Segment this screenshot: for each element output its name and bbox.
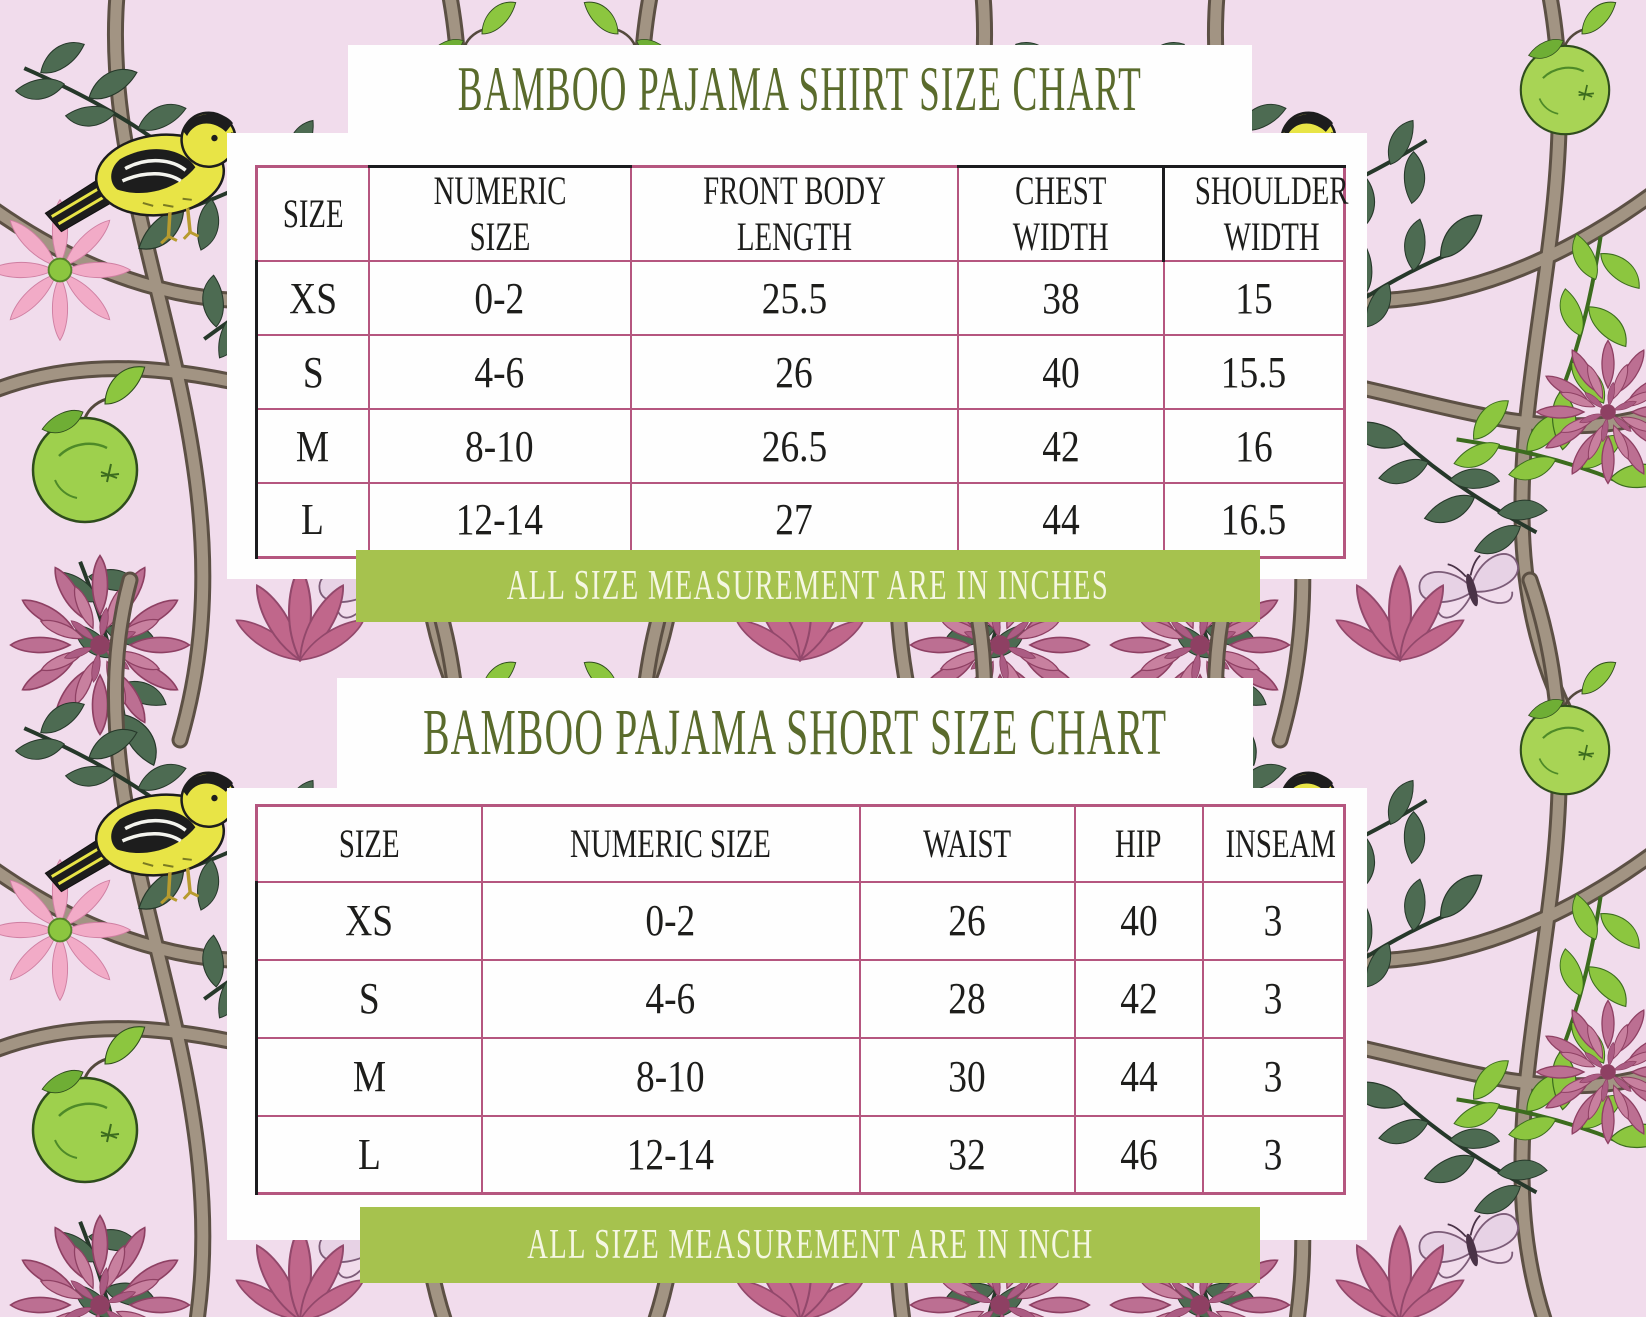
short-header-hip: HIP — [1075, 806, 1203, 882]
table-cell: 4-6 — [482, 960, 860, 1038]
shirt-units-banner — [356, 550, 1260, 622]
table-cell: 42 — [958, 409, 1164, 483]
table-cell: 26 — [860, 882, 1075, 960]
table-cell: 30 — [860, 1038, 1075, 1116]
table-cell: 16 — [1164, 409, 1345, 483]
table-cell: L — [257, 1116, 482, 1194]
shirt-units-note: ALL SIZE MEASUREMENT ARE IN INCHES — [506, 563, 1110, 609]
table-cell: M — [257, 1038, 482, 1116]
shirt-row-m — [257, 409, 1345, 483]
table-cell: 40 — [958, 335, 1164, 409]
shirt-header-front-body-length: FRONT BODY LENGTH — [631, 167, 958, 262]
table-cell: M — [257, 409, 369, 483]
table-cell: 8-10 — [482, 1038, 860, 1116]
shirt-table-header — [257, 167, 1349, 262]
table-cell: 3 — [1203, 960, 1345, 1038]
table-cell: 0-2 — [369, 261, 631, 335]
shirt-header-size: SIZE — [257, 167, 369, 262]
table-cell: 0-2 — [482, 882, 860, 960]
short-row-l — [257, 1116, 1345, 1194]
shirt-row-s — [257, 335, 1345, 409]
table-row — [257, 167, 1345, 262]
table-cell: S — [257, 960, 482, 1038]
shirt-size-table — [255, 165, 1349, 559]
table-cell: 15 — [1164, 261, 1345, 335]
short-table-header — [257, 806, 1345, 882]
short-row-s — [257, 960, 1345, 1038]
table-cell: L — [257, 483, 369, 557]
short-header-numeric-size: NUMERIC SIZE — [482, 806, 860, 882]
table-cell: 26 — [631, 335, 958, 409]
table-cell: 44 — [1075, 1038, 1203, 1116]
short-size-table — [255, 804, 1346, 1195]
table-cell: XS — [257, 882, 482, 960]
table-cell: 3 — [1203, 882, 1345, 960]
shirt-header-numeric-size: NUMERIC SIZE — [369, 167, 631, 262]
table-row — [257, 806, 1345, 882]
table-cell: 27 — [631, 483, 958, 557]
shirt-chart-title-band — [348, 45, 1252, 133]
table-cell: 40 — [1075, 882, 1203, 960]
table-cell: 12-14 — [369, 483, 631, 557]
table-cell: 16.5 — [1164, 483, 1345, 557]
shirt-row-l — [257, 483, 1345, 557]
table-cell: XS — [257, 261, 369, 335]
short-units-banner — [360, 1207, 1260, 1283]
table-cell: 4-6 — [369, 335, 631, 409]
shirt-row-xs — [257, 261, 1345, 335]
short-chart-title-band — [337, 678, 1253, 788]
table-cell: 26.5 — [631, 409, 958, 483]
shirt-chart-title: BAMBOO PAJAMA SHIRT SIZE CHART — [457, 53, 1143, 124]
shirt-header-shoulder-width: SHOULDER WIDTH — [1164, 167, 1345, 262]
short-chart-title: BAMBOO PAJAMA SHORT SIZE CHART — [422, 696, 1168, 769]
shirt-header-chest-width: CHEST WIDTH — [958, 167, 1164, 262]
table-cell: 42 — [1075, 960, 1203, 1038]
table-cell: 12-14 — [482, 1116, 860, 1194]
table-cell: S — [257, 335, 369, 409]
table-cell: 38 — [958, 261, 1164, 335]
table-cell: 32 — [860, 1116, 1075, 1194]
short-units-note: ALL SIZE MEASUREMENT ARE IN INCH — [526, 1222, 1094, 1268]
table-cell: 25.5 — [631, 261, 958, 335]
table-cell: 3 — [1203, 1038, 1345, 1116]
short-header-size: SIZE — [257, 806, 482, 882]
table-cell: 15.5 — [1164, 335, 1345, 409]
short-row-xs — [257, 882, 1345, 960]
table-cell: 28 — [860, 960, 1075, 1038]
table-cell: 46 — [1075, 1116, 1203, 1194]
table-cell: 44 — [958, 483, 1164, 557]
short-row-m — [257, 1038, 1345, 1116]
short-header-waist: WAIST — [860, 806, 1075, 882]
table-cell: 3 — [1203, 1116, 1345, 1194]
table-cell: 8-10 — [369, 409, 631, 483]
short-header-inseam: INSEAM — [1203, 806, 1345, 882]
